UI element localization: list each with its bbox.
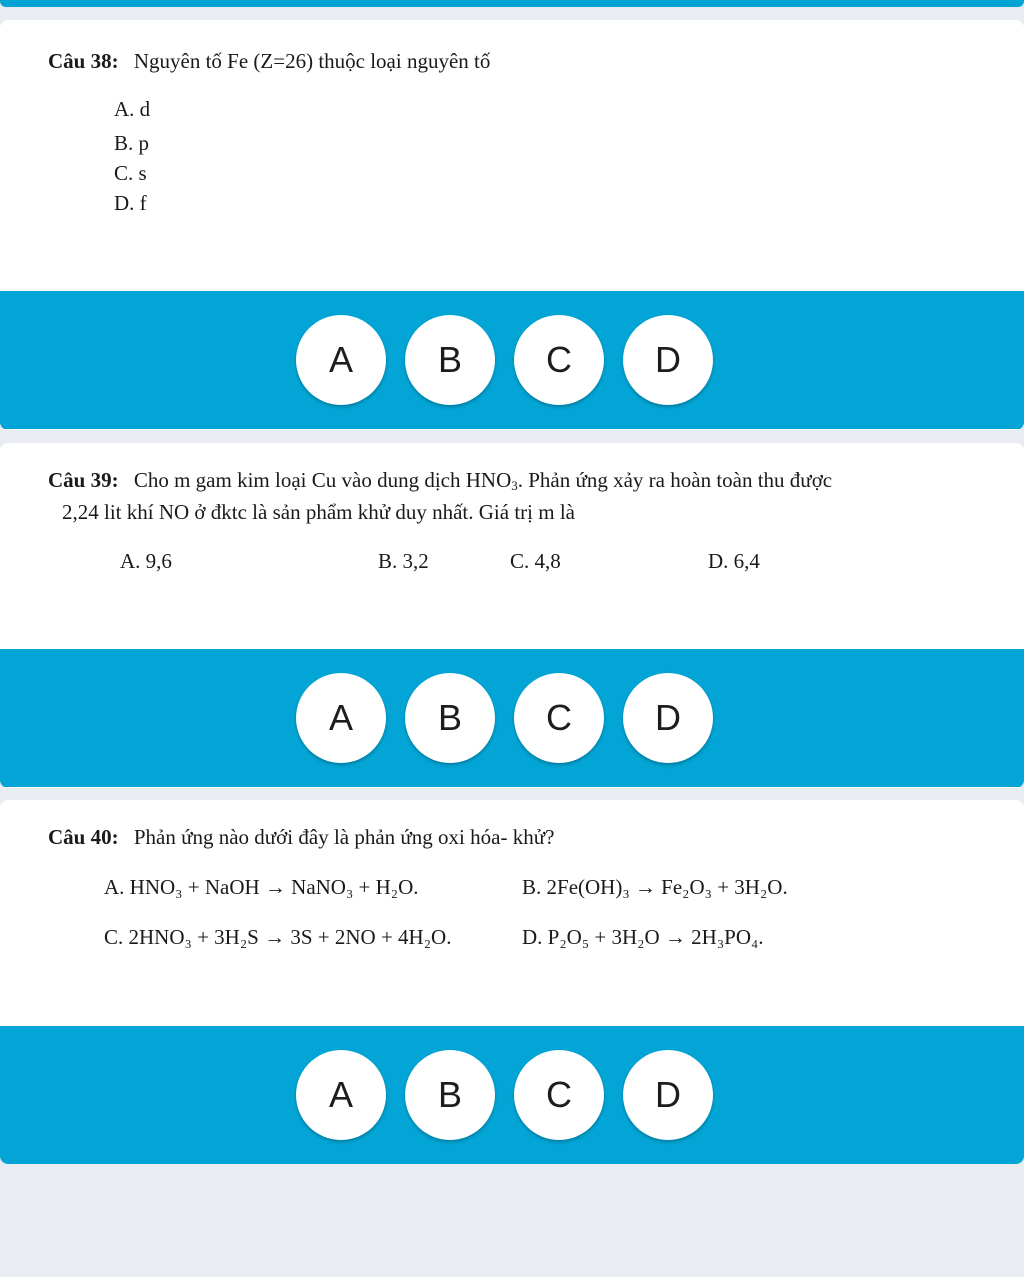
top-answer-band-edge [0, 0, 1024, 7]
answer-button-c[interactable]: C [514, 315, 604, 405]
question-card-40 [0, 800, 1024, 1164]
answer-bar [0, 291, 1024, 429]
question-number: Câu 40: [48, 825, 119, 849]
formula: P₂O₅ + 3H₂O → 2H₃PO₄. [547, 925, 764, 949]
option-b: B. p [114, 131, 150, 155]
answer-button-c[interactable]: C [514, 1050, 604, 1140]
formula: 2HNO₃ + 3H₂S → 3S + 2NO + 4H₂O. [128, 925, 452, 949]
option-b: B. 3,2 [378, 549, 429, 573]
option-d: D. 6,4 [708, 549, 760, 573]
formula: HNO₃ + NaOH → NaNO₃ + H₂O. [129, 875, 419, 899]
answer-button-d[interactable]: D [623, 1050, 713, 1140]
option-c: C. s [114, 161, 147, 185]
answer-button-d[interactable]: D [623, 315, 713, 405]
answer-button-b[interactable]: B [405, 315, 495, 405]
option-a: A. HNO₃ + NaOH → NaNO₃ + H₂O. [104, 875, 419, 899]
answer-button-c[interactable]: C [514, 673, 604, 763]
answer-button-a[interactable]: A [296, 1050, 386, 1140]
question-text-line2: 2,24 lit khí NO ở đktc là sản phẩm khử duy nhất. Giá trị m là [62, 500, 575, 524]
option-a: A. 9,6 [120, 549, 172, 573]
question-card-39 [0, 443, 1024, 788]
question-number: Câu 38: [48, 49, 119, 73]
question-text-line1: Cho m gam kim loại Cu vào dung dịch $HNO_3$. Phản ứng xảy ra hoàn toàn thu được [133, 468, 833, 493]
question-card-38 [0, 20, 1024, 430]
formula: 2Fe(OH)₃ → Fe₂O₃ + 3H₂O. [546, 875, 788, 899]
option-c: C. 2HNO₃ + 3H₂S → 3S + 2NO + 4H₂O. [104, 925, 452, 949]
question-text: Nguyên tố Fe (Z=26) thuộc loại nguyên tố [133, 49, 491, 73]
question-title [48, 46, 490, 76]
answer-bar [0, 649, 1024, 787]
option-d: D. P₂O₅ + 3H₂O → 2H₃PO₄. [522, 925, 764, 949]
question-title [48, 465, 832, 495]
answer-button-d[interactable]: D [623, 673, 713, 763]
answer-button-b[interactable]: B [405, 1050, 495, 1140]
question-number: Câu 39: [48, 468, 119, 492]
question-text: Phản ứng nào dưới đây là phản ứng oxi hóa- khử? [133, 825, 555, 849]
question-title [48, 822, 554, 852]
answer-button-a[interactable]: A [296, 673, 386, 763]
answer-button-a[interactable]: A [296, 315, 386, 405]
option-a: A. d [114, 97, 151, 121]
answer-bar [0, 1026, 1024, 1164]
option-d: D. f [114, 191, 147, 215]
option-b: B. 2Fe(OH)₃ → Fe₂O₃ + 3H₂O. [522, 875, 788, 899]
answer-button-b[interactable]: B [405, 673, 495, 763]
option-c: C. 4,8 [510, 549, 561, 573]
